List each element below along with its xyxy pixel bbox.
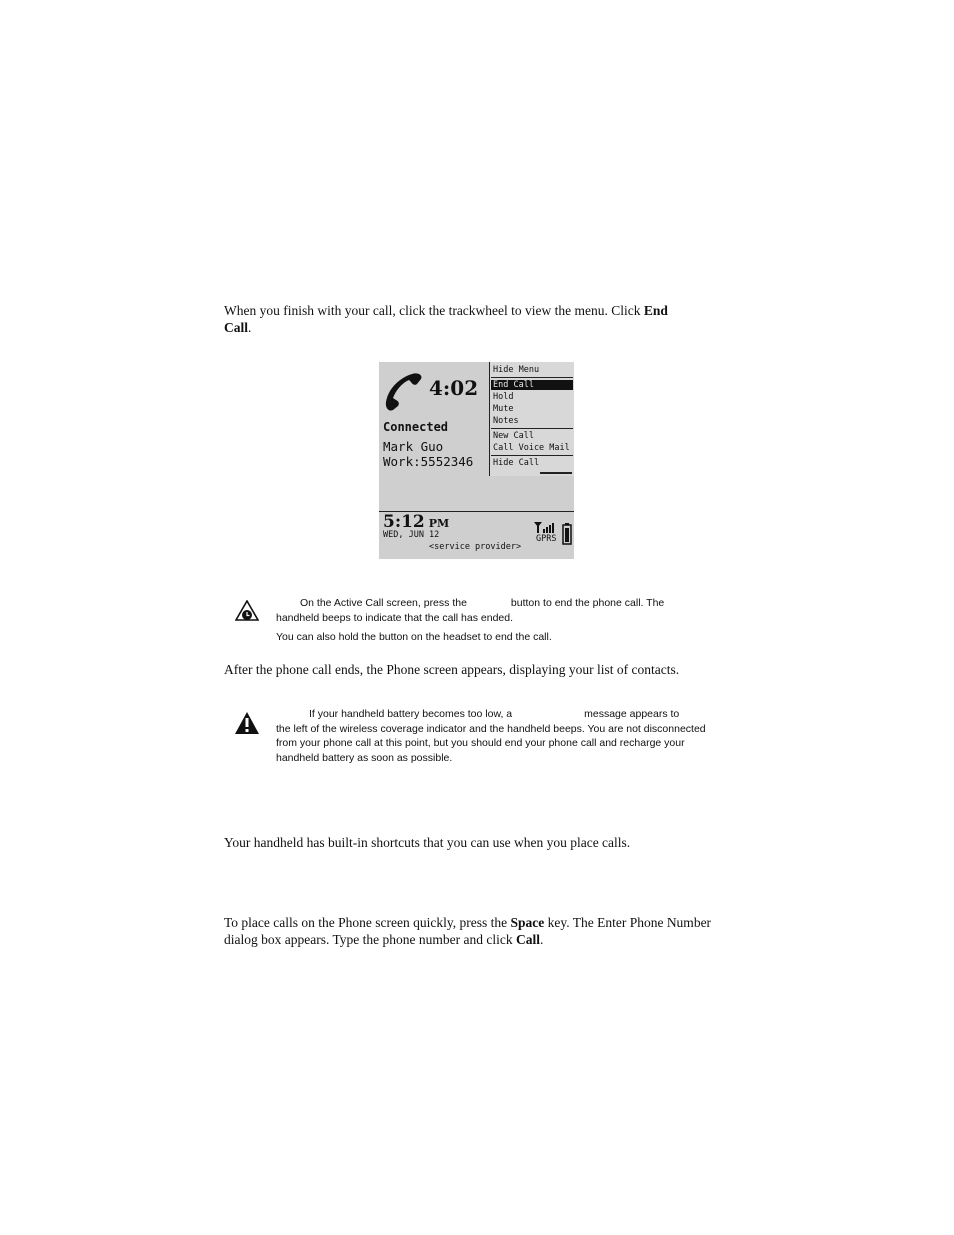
network-type: GPRS: [536, 534, 557, 544]
date: WED, JUN 12: [383, 530, 440, 540]
clock-tip-icon: [235, 600, 259, 624]
menu-divider: [491, 428, 573, 429]
menu-divider: [491, 377, 573, 378]
menu-divider: [491, 455, 573, 456]
phone-screen-paragraph: After the phone call ends, the Phone screen appears, displaying your list of contacts.: [224, 662, 680, 677]
warning-icon: [234, 711, 260, 735]
menu-item-call-voice-mail[interactable]: Call Voice Mail: [493, 443, 570, 453]
battery-icon: [562, 523, 572, 545]
menu-item-hide-call[interactable]: Hide Call: [493, 458, 540, 468]
menu-item-new-call[interactable]: New Call: [493, 431, 534, 441]
menu-item-end-call[interactable]: End Call: [491, 380, 573, 390]
contact-name: Mark Guo: [383, 439, 444, 454]
service-provider: <service provider>: [429, 542, 522, 552]
shortcuts-paragraph: Your handheld has built-in shortcuts that you can use when you place calls.: [224, 835, 631, 850]
call-status: Connected: [383, 420, 449, 434]
end-call-instruction: When you finish with your call, click the trackwheel to view the menu. Click End Call.: [224, 303, 668, 335]
tip-note: On the Active Call screen, press the button to end the phone call. The handheld beeps to indicate that the call has ended. You can also hold the button on the headset to end the call.: [276, 597, 665, 643]
signal-strength-icon: [533, 521, 559, 533]
space-key-paragraph: To place calls on the Phone screen quickly, press the Space key. The Enter Phone Number dialog box appears. Type the phone number and click Call.: [224, 915, 712, 947]
contact-number-row: Work:5552346: [383, 454, 474, 469]
clock: 5:12 PM: [383, 512, 450, 532]
menu-item-hold[interactable]: Hold: [493, 392, 514, 402]
call-menu: [489, 362, 574, 476]
menu-scroll-indicator: [540, 472, 572, 474]
call-timer: 4:02: [429, 376, 479, 400]
menu-item-mute[interactable]: Mute: [493, 404, 514, 414]
warning-note: If your handheld battery becomes too low, a message appears to the left of the wireless coverage indicator and the handheld beeps. You are not disconnected from your phone call at this point, but you should end your phone call and recharge your handheld battery as soon as possible.: [276, 708, 706, 764]
device-active-call-screen: [379, 362, 574, 559]
phone-handset-icon: [382, 370, 424, 412]
menu-item-hide-menu[interactable]: Hide Menu: [493, 365, 540, 375]
menu-item-notes[interactable]: Notes: [493, 416, 519, 426]
